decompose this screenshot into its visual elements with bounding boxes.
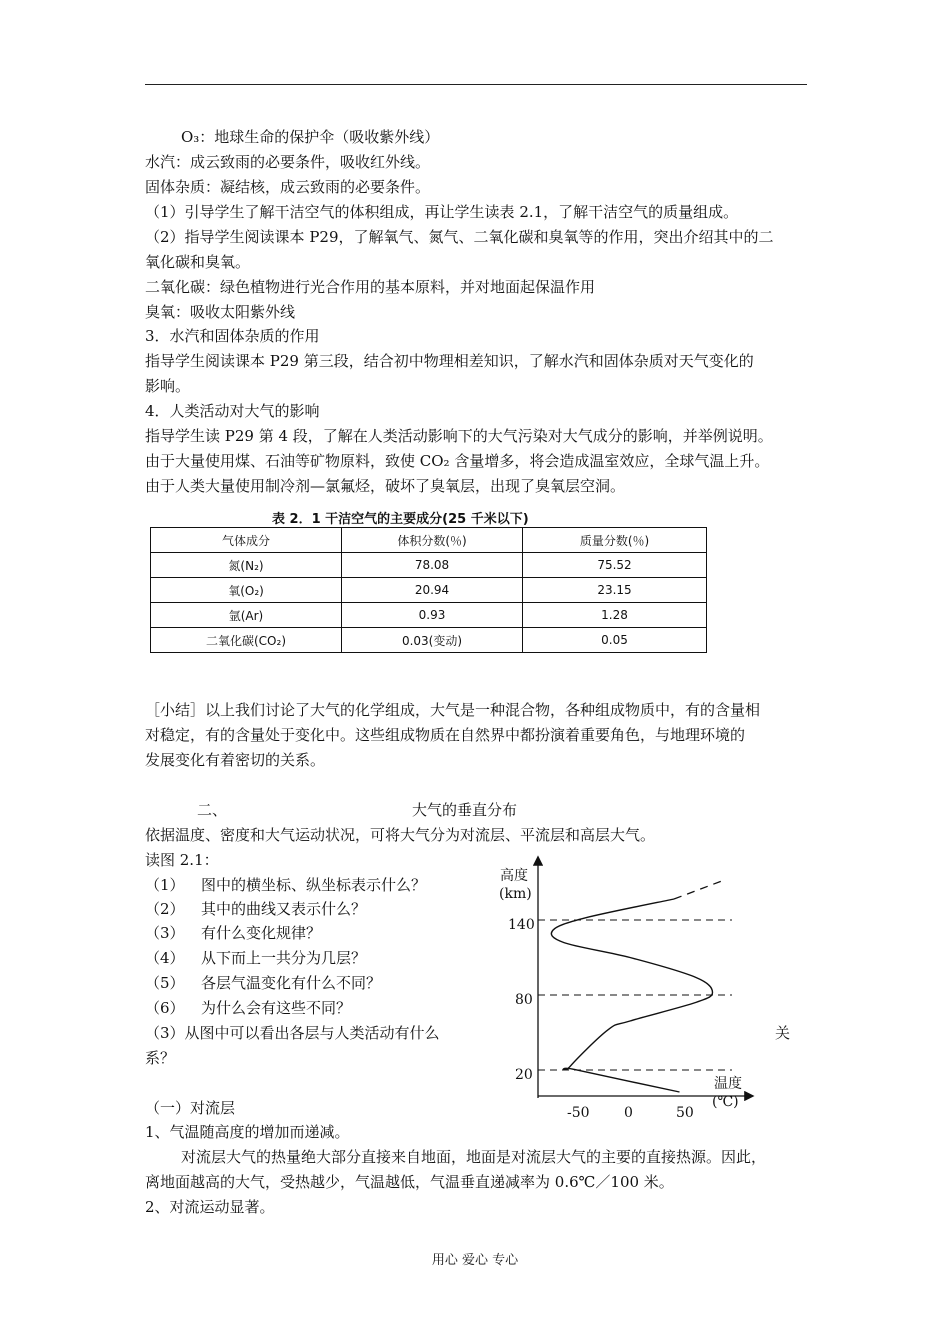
question-number: （1）	[145, 876, 185, 894]
y-tick-label: 80	[515, 992, 533, 1008]
x-axis-label: 温度	[714, 1076, 742, 1092]
intro-line-greenhouse: 由于大量使用煤、石油等矿物原料，致使 CO₂ 含量增多，将会造成温室效应，全球气温上升。	[145, 452, 770, 470]
table-cell: 75.52	[523, 553, 707, 578]
question-item	[145, 998, 351, 1018]
intro-line-ozone-hole: 由于人类大量使用制冷剂—氯氟烃，破坏了臭氧层，出现了臭氧层空洞。	[145, 477, 626, 495]
question-number: （3）	[145, 924, 185, 942]
table-cell: 0.93	[342, 603, 523, 628]
table-row	[151, 628, 707, 653]
question-text: 其中的曲线又表示什么？	[201, 900, 367, 918]
convection-point-2: 2、对流运动显著。	[145, 1198, 275, 1216]
convection-paragraph: 对流层大气的热量绝大部分直接来自地面，地面是对流层大气的主要的直接热源。因此，	[181, 1148, 767, 1166]
question-number: （2）	[145, 900, 185, 918]
question-number: （5）	[145, 974, 185, 992]
temperature-altitude-chart	[490, 850, 770, 1120]
summary-line: 对稳定，有的含量处于变化中。这些组成物质在自然界中都扮演着重要角色，与地理环境的	[145, 726, 746, 744]
temperature-curve-extension	[674, 880, 724, 899]
x-tick-label: 50	[676, 1105, 694, 1120]
table-header: 体积分数(％)	[342, 528, 523, 553]
question-item	[145, 948, 366, 968]
intro-line-read-p29-4: 指导学生读 P29 第 4 段，了解在人类活动影响下的大气污染对大气成分的影响，并举例说明。	[145, 427, 773, 445]
intro-line-read-p29: 指导学生阅读课本 P29 第三段，结合初中物理相差知识，了解水汽和固体杂质对天气变化的	[145, 352, 754, 370]
intro-line-solid-impurities: 固体杂质：凝结核，成云致雨的必要条件。	[145, 178, 431, 196]
x-axis-unit: (℃)	[712, 1094, 739, 1110]
question-text: 为什么会有这些不同？	[201, 999, 352, 1017]
intro-line-step1: （1）引导学生了解干洁空气的体积组成，再让学生读表 2.1，了解干洁空气的质量组成。	[145, 203, 739, 221]
table-cell: 氮(N₂)	[151, 553, 342, 578]
section-number: 二、	[197, 801, 228, 819]
table-row	[151, 578, 707, 603]
table-row	[151, 603, 707, 628]
y-axis-unit: (km)	[499, 886, 532, 902]
table-row	[151, 553, 707, 578]
subsection-heading: （一）对流层	[145, 1099, 236, 1117]
table-cell: 0.03(变动)	[342, 628, 523, 653]
convection-paragraph-cont: 离地面越高的大气，受热越少，气温越低，气温垂直递减率为 0.6℃／100 米。	[145, 1173, 674, 1191]
air-composition-table	[150, 527, 707, 653]
question-item	[145, 923, 321, 943]
x-tick-label: -50	[567, 1105, 590, 1120]
question-human-activity-tail: 关	[775, 1024, 791, 1042]
question-text: 图中的横坐标、纵坐标表示什么？	[201, 876, 427, 894]
intro-line-co2: 二氧化碳：绿色植物进行光合作用的基本原料，并对地面起保温作用	[145, 278, 596, 296]
table-cell: 二氧化碳(CO₂)	[151, 628, 342, 653]
section-title: 大气的垂直分布	[412, 801, 518, 819]
table-cell: 1.28	[523, 603, 707, 628]
question-item	[145, 899, 366, 919]
question-text: 有什么变化规律？	[201, 924, 322, 942]
heading-4-human-activity: 4．人类活动对大气的影响	[145, 402, 320, 420]
heading-3-water-impurities: 3．水汽和固体杂质的作用	[145, 327, 320, 345]
intro-line-water-vapor: 水汽：成云致雨的必要条件，吸收红外线。	[145, 153, 431, 171]
table-header: 质量分数(％)	[523, 528, 707, 553]
table-cell: 氧(O₂)	[151, 578, 342, 603]
header-rule	[145, 84, 807, 85]
section-intro: 依据温度、密度和大气运动状况，可将大气分为对流层、平流层和高层大气。	[145, 826, 656, 844]
intro-line-o3: O₃：地球生命的保护伞（吸收紫外线）	[181, 128, 440, 146]
y-tick-label: 20	[515, 1067, 533, 1083]
table-header-row	[151, 528, 707, 553]
intro-line-step2: （2）指导学生阅读课本 P29，了解氧气、氮气、二氧化碳和臭氧等的作用，突出介绍其中的二	[145, 228, 774, 246]
table-cell: 20.94	[342, 578, 523, 603]
read-figure-label: 读图 2.1：	[145, 851, 219, 869]
intro-line-step2-cont: 氧化碳和臭氧。	[145, 253, 251, 271]
summary-line: ［小结］以上我们讨论了大气的化学组成，大气是一种混合物，各种组成物质中，有的含量相	[145, 701, 761, 719]
table-cell: 0.05	[523, 628, 707, 653]
question-text: 各层气温变化有什么不同？	[201, 974, 382, 992]
summary-line: 发展变化有着密切的关系。	[145, 751, 326, 769]
table-header: 气体成分	[151, 528, 342, 553]
question-human-activity-cont: 系？	[145, 1049, 176, 1067]
intro-line-read-p29-cont: 影响。	[145, 377, 191, 395]
question-number: （4）	[145, 949, 185, 967]
y-axis-label: 高度	[500, 868, 528, 884]
table-cell: 78.08	[342, 553, 523, 578]
table-cell: 23.15	[523, 578, 707, 603]
question-item	[145, 973, 381, 993]
x-tick-label: 0	[624, 1105, 633, 1120]
y-tick-label: 140	[508, 917, 535, 933]
table-cell: 氩(Ar)	[151, 603, 342, 628]
question-text: 从下而上一共分为几层？	[201, 949, 367, 967]
page-footer: 用心 爱心 专心	[431, 1253, 519, 1268]
question-item	[145, 875, 426, 895]
question-number: （6）	[145, 999, 185, 1017]
table-title: 表 2．1 干洁空气的主要成分(25 千米以下)	[272, 512, 529, 527]
intro-line-ozone: 臭氧：吸收太阳紫外线	[145, 303, 296, 321]
convection-point-1: 1、气温随高度的增加而递减。	[145, 1123, 350, 1141]
question-human-activity: （3）从图中可以看出各层与人类活动有什么	[145, 1024, 440, 1042]
